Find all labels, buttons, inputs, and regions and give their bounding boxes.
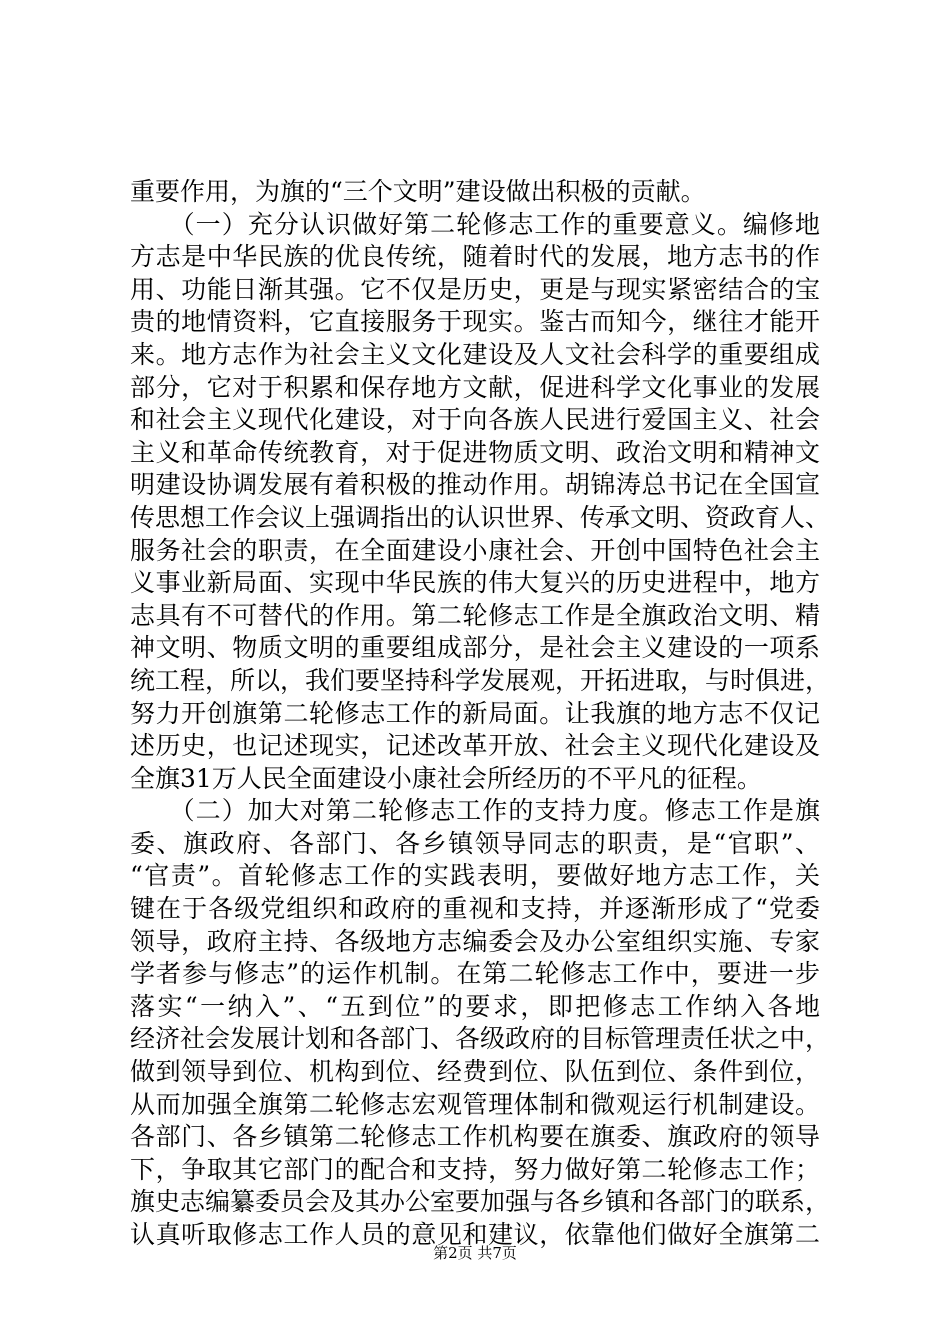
text-line: 服务社会的职责，在全面建设小康社会、开创中国特色社会主 — [130, 535, 820, 565]
text-line: （二）加大对第二轮修志工作的支持力度。修志工作是旗 — [130, 796, 820, 826]
text-line: 学者参与修志”的运作机制。在第二轮修志工作中，要进一步 — [130, 959, 820, 989]
text-line: 旗史志编纂委员会及其办公室要加强与各乡镇和各部门的联系， — [130, 1187, 831, 1217]
text-line: 落实“一纳入”、“五到位”的要求，即把修志工作纳入各地 — [130, 991, 820, 1021]
text-line: 做到领导到位、机构到位、经费到位、队伍到位、条件到位， — [130, 1057, 820, 1087]
text-line: 方志是中华民族的优良传统，随着时代的发展，地方志书的作 — [130, 242, 820, 272]
text-line: 全旗31万人民全面建设小康社会所经历的不平凡的征程。 — [130, 763, 762, 793]
text-line: 和社会主义现代化建设，对于向各族人民进行爱国主义、社会 — [130, 405, 820, 435]
text-line: 传思想工作会议上强调指出的认识世界、传承文明、资政育人、 — [130, 502, 831, 532]
page-number: 第2页 共7页 — [433, 1244, 517, 1262]
text-line: 神文明、物质文明的重要组成部分，是社会主义建设的一项系 — [130, 633, 820, 663]
text-line: （一）充分认识做好第二轮修志工作的重要意义。编修地 — [130, 209, 820, 239]
text-line: 部分，它对于积累和保存地方文献，促进科学文化事业的发展 — [130, 372, 820, 402]
text-line: 志具有不可替代的作用。第二轮修志工作是全旗政治文明、精 — [130, 600, 820, 630]
text-line: 从而加强全旗第二轮修志宏观管理体制和微观运行机制建设。 — [130, 1089, 820, 1119]
document-body — [130, 176, 831, 1252]
text-line: 重要作用，为旗的“三个文明”建设做出积极的贡献。 — [130, 177, 706, 206]
text-line: 贵的地情资料，它直接服务于现实。鉴古而知今，继往才能开 — [130, 307, 820, 337]
page-footer — [0, 1243, 950, 1263]
text-line: “官责”。首轮修志工作的实践表明，要做好地方志工作，关 — [130, 861, 820, 891]
text-line: 键在于各级党组织和政府的重视和支持，并逐渐形成了“党委 — [130, 894, 820, 924]
text-line: 明建设协调发展有着积极的推动作用。胡锦涛总书记在全国宣 — [130, 470, 820, 500]
text-line: 各部门、各乡镇第二轮修志工作机构要在旗委、旗政府的领导 — [130, 1122, 820, 1152]
text-line: 努力开创旗第二轮修志工作的新局面。让我旗的地方志不仅记 — [130, 698, 820, 728]
text-line: 下，争取其它部门的配合和支持，努力做好第二轮修志工作； — [130, 1154, 820, 1184]
text-line: 统工程，所以，我们要坚持科学发展观，开拓进取，与时俱进， — [130, 665, 831, 695]
text-line: 来。地方志作为社会主义文化建设及人文社会科学的重要组成 — [130, 339, 820, 369]
text-line: 委、旗政府、各部门、各乡镇领导同志的职责，是“官职”、 — [130, 828, 820, 858]
text-line: 主义和革命传统教育，对于促进物质文明、政治文明和精神文 — [130, 437, 820, 467]
text-line: 认真听取修志工作人员的意见和建议，依靠他们做好全旗第二 — [130, 1220, 820, 1249]
text-line: 经济社会发展计划和各部门、各级政府的目标管理责任状之中， — [130, 1024, 831, 1054]
text-line: 义事业新局面、实现中华民族的伟大复兴的历史进程中，地方 — [130, 568, 820, 598]
text-line: 述历史，也记述现实，记述改革开放、社会主义现代化建设及 — [130, 731, 820, 761]
text-line: 领导，政府主持、各级地方志编委会及办公室组织实施、专家 — [130, 926, 820, 956]
text-line: 用、功能日渐其强。它不仅是历史，更是与现实紧密结合的宝 — [130, 274, 820, 304]
